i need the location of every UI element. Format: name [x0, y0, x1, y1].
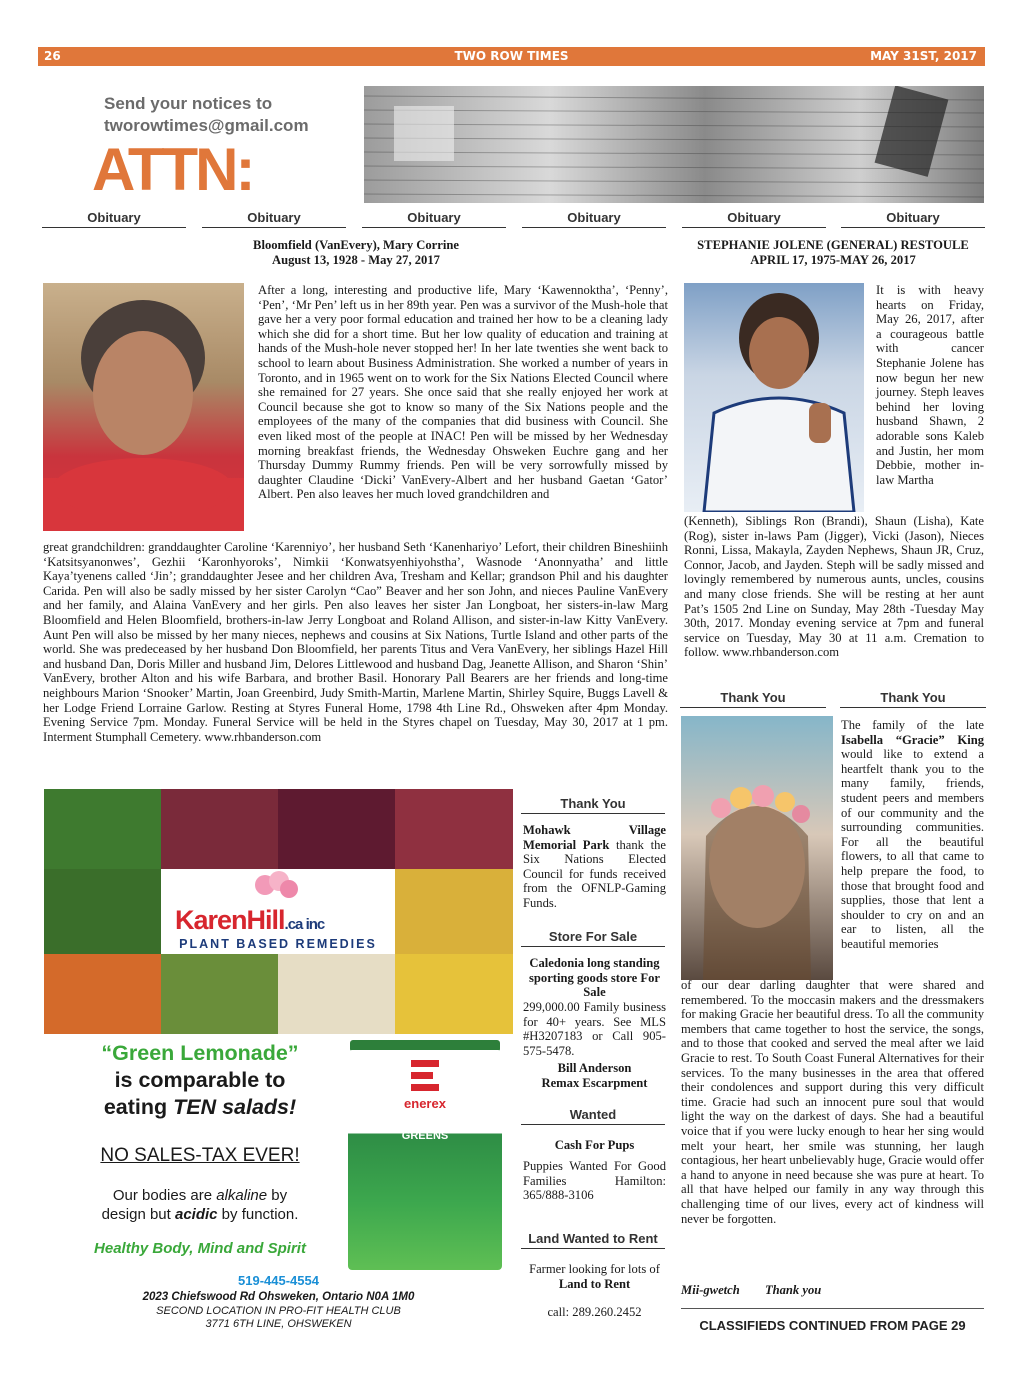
section-head-obituary-2: Obituary [202, 210, 346, 228]
obituary-1-heading [200, 238, 512, 268]
ad-headline-1: “Green Lemonade” [101, 1041, 299, 1065]
obituary-1-name: Bloomfield (VanEvery), Mary Corrine [253, 238, 459, 252]
obituary-2-heading [680, 238, 986, 268]
thank-you-head-3: Thank You [521, 796, 665, 814]
ad-slogan: Healthy Body, Mind and Spirit [94, 1240, 306, 1257]
store-title: Caledonia long standing sporting goods store For Sale [529, 956, 660, 1000]
ad-body-1b: alkaline [216, 1187, 268, 1204]
ad-body-2b: acidic [174, 1206, 218, 1223]
ad-location-1: SECOND LOCATION IN PRO-FIT HEALTH CLUB [156, 1305, 401, 1317]
obituary-2-photo [684, 283, 864, 512]
classifieds-continued-note: CLASSIFIEDS CONTINUED FROM PAGE 29 [699, 1318, 966, 1333]
store-for-sale-head: Store For Sale [521, 929, 665, 947]
section-heads-row [42, 210, 985, 230]
ad-body-1a: Our bodies are [112, 1187, 217, 1204]
section-head-obituary-6: Obituary [841, 210, 985, 228]
obituary-2-name: STEPHANIE JOLENE (GENERAL) RESTOULE [697, 238, 969, 252]
land-line-1: Farmer looking for lots of [529, 1262, 660, 1276]
thank-you-2-text-full: of our dear darling daughter that were shared and remembered. To the moccasin makers and the dressmakers for making Gracie her beautiful dress. To all the community members that came together to host the service, the songs, and to those that cooked and served the meal after we laid Gracie to rest. To South Coast Funeral Alternatives for their services. To the many businesses in the area that offered their condolences and support during this very difficult time. Gracie had such an innocent pure soul that would light the way on the darkest of days. She had a beautiful voice that if you were lucky enough to hear her sing would melt your heart, her smile was stunning, her laugh contagious, her heart unbelievably huge, Gracie would offer a hand to anyone in need because she was pure at heart. To all that have helped our family in any way through this challenging time of our lives, every act of kindness will never be forgotten. [681, 978, 984, 1226]
thank-you-1-text [523, 823, 666, 911]
ad-headline-3b: TEN salads! [173, 1095, 297, 1119]
store-agent [523, 1061, 666, 1091]
ad-body-1c: by [267, 1187, 288, 1204]
store-text: 299,000.00 Family business for 40+ years. See MLS #H3207183 or Call 905-575-5478. [523, 1000, 666, 1058]
wanted-title: Cash For Pups [554, 1138, 635, 1152]
ad-brand-suffix: .ca inc [284, 916, 325, 933]
land-wanted-head: Land Wanted to Rent [521, 1231, 665, 1249]
obituary-2-dates: APRIL 17, 1975-MAY 26, 2017 [750, 253, 916, 267]
ad-location-2: 3771 6TH LINE, OHSWEKEN [205, 1318, 352, 1330]
balloons-icon [251, 871, 301, 907]
issue-date: MAY 31ST, 2017 [870, 49, 977, 63]
store-agency: Remax Escarpment [541, 1076, 648, 1090]
notice-line-1: Send your notices to [104, 94, 273, 113]
enerex-logo-icon [405, 1056, 445, 1096]
store-agent-name: Bill Anderson [557, 1061, 632, 1075]
thank-you-1-body: thank the Six Nations Elected Council for funds received from the OFNLP-Gaming Funds. [523, 837, 666, 910]
ad-body-2a: design but [101, 1206, 175, 1223]
ad-headline-2: is comparable to [114, 1068, 286, 1092]
ad-phone[interactable]: 519-445-4554 [238, 1273, 319, 1288]
thank-you-2-signoff [681, 1283, 821, 1298]
thank-you-2-name: Isabella “Gracie” King [841, 732, 984, 747]
ad-tagline: PLANT BASED REMEDIES [179, 937, 377, 951]
wanted-text: Puppies Wanted For Good Families Hamilton: 365/888-3106 [523, 1159, 666, 1203]
ad-logo-panel [161, 869, 395, 954]
portrait-woman-icon [43, 283, 244, 531]
thank-you-2-text-top [841, 718, 984, 952]
thank-you-1-bold: Mohawk Village Memorial Park [523, 823, 666, 852]
section-head-obituary-5: Obituary [682, 210, 826, 228]
signoff-thank-you: Thank you [764, 1283, 822, 1297]
page-number: 26 [44, 49, 61, 63]
ad-product-image [345, 1040, 505, 1270]
section-head-obituary-3: Obituary [362, 210, 506, 228]
ad-brand [175, 905, 324, 936]
page-header-bar [38, 47, 985, 66]
obituary-2-text-full: (Kenneth), Siblings Ron (Brandi), Shaun (Lisha), Kate (Rog), sister in-laws Pam (Jigger), Vicki (Jason), Nieces Ronni, Lissa, Makayla, Zayden Nephews, Shaun JR, Cruz, Connor, Jacob, and Jayden. Steph will be sadly missed and lovingly remembered by numerous aunts, uncles, cousins and many close friends. She will be resting at her aunt Pat’s 1505 2nd Line on Sunday, May 28th -Tuesday May 30th, 2017. Monday evening service at 7pm and funeral service on Tuesday, May 30 at 11 a.m. Cremation to follow. www.rhbanderson.com [684, 514, 984, 660]
obituary-1-text-top: After a long, interesting and productive life, Mary ‘Kawennoktha’, ‘Penny’, ‘Pen’, ‘Mr Pen’ left us in her 89th year. Pen was a survivor of the Mush-hole that gave her a very poor formal education and trained her how to be a cleaning lady which she did for a short time. But her low quality of education and training at hands of the Mush-hole never stopped her! In her late twenties she went back to school to learn about Business Administration. She worked a number of years in Toronto, and in 1965 went on to work for the Six Nations Elected Council where she remained for 27 years. She once said that she really enjoyed her work at Council because she got to know so many of the Six Nations people and the employees of the many of the companies that did business with Council. She even liked most of the people at INAC! Pen will be missed by her Wednesday morning breakfast friends, the Wednesday Ohsweken Euchre gang and her Thursday Dummy Rummy friends. Pen will be very sorrowfully missed by daughter Claudine ‘Dicki’ VanEvery-Albert and her husband Gaetan ‘Gator’ Albert. Pen also leaves her much loved grandchildren and [258, 283, 668, 502]
paper-name: TWO ROW TIMES [454, 49, 569, 63]
section-head-obituary-4: Obituary [522, 210, 666, 228]
ad-headline-3 [60, 1094, 340, 1121]
thank-you-head-1: Thank You [680, 690, 826, 708]
obituary-1-dates: August 13, 1928 - May 27, 2017 [272, 253, 440, 267]
land-phone: call: 289.260.2452 [547, 1305, 642, 1320]
ad-body-2c: by function. [217, 1206, 299, 1223]
ad-address: 2023 Chiefswood Rd Ohsweken, Ontario N0A 1M0 [142, 1291, 415, 1303]
thank-you-photo [681, 716, 833, 980]
land-line-2: Land to Rent [558, 1276, 631, 1291]
obituary-1-text-full: great grandchildren: granddaughter Caroline ‘Karenniyo’, her husband Seth ‘Kanenhariyo’ Lefort, their children Bineshiinh ‘Katsitsyanonwes’, Gezhii ‘Karonhyoroks’, Nimkii ‘Konwatsyenhiyohstha’, Wasnode ‘Anonnyatha’ and little Kaya’tyenens called ‘Jin’; granddaughter Jesee and her children Ava, Tresham and Kellar; grandson Phil and his daughter Carida. Pen will also be sadly missed by her sister Carolyn “Cao” Beaver and her son John, and nieces Pauline VanEvery and her family, and Alaina VanEvery and her girls. Pen also leaves her sister Jan Longboat, her sisters-in-law Marg Bloomfield and Helen Bloomfield, brothers-in-law Jerry Longboat and Roland Allison, and sister-in-law Kitty VanEvery. Aunt Pen will also be missed by her many nieces, nephews and cousins at Six Nations, Turtle Island and other parts of the world. She was predeceased by her husband Don Bloomfield, her parents Titus and Vera VanEvery, her siblings Hazel Hill and husband Dan, Doris Miller and husband Jim, Delores Littlewood and husband Dag, Jeanette Allison, and Sharon ‘Shin’ VanEvery, brother Alton and his wife Barbara, and brother Basil. Honorary Pall Bearers are her friends and long-time neighbours Marion ‘Snooker’ Martin, Joan Greenbird, Judy Smith-Martin, Marlene Martin, Shirley Squire, Buggs Lavell & her Lodge Friend Lorraine Garlow. Resting at Styres Funeral Home, 1798 4th Line Rd., Ohsweken after 4pm Monday. Evening Service 7pm. Monday. Funeral Service will be held in the Styres chapel on Tuesday, May 30, 2017 at 1 pm. Interment Stumphall Cemetery. www.rhbanderson.com [43, 540, 668, 744]
divider [681, 1308, 984, 1309]
obituary-2-text-top: It is with heavy hearts on Friday, May 26, 2017, after a courageous battle with cancer Stephanie Jolene has now begun her new journey. Steph leaves behind her loving husband Shawn, 2 adorable sons Kaleb and Justin, her mom Debbie, mother in-law Martha [876, 283, 984, 487]
obituary-1-photo [43, 283, 244, 531]
land-text [523, 1262, 666, 1320]
notice-email[interactable]: tworowtimes@gmail.com [104, 116, 309, 135]
attn-heading: ATTN: [92, 136, 253, 203]
newspaper-texture-icon [364, 86, 984, 203]
notice-block [104, 93, 309, 137]
portrait-girl-flower-crown-icon [681, 716, 833, 980]
thank-you-2-text: would like to extend a heartfelt thank you to the many family, friends, student peers and members of our community and the surrounding communities. For all the beautiful flowers, to all that came to help prepare the food, to those that brought food and supplies, those that lent a shoulder to cry on and an ear to listen, all the beautiful memories [841, 747, 984, 951]
ad-produce-photo [44, 789, 513, 1034]
thank-you-head-2: Thank You [840, 690, 986, 708]
product-brand: enerex [404, 1096, 446, 1111]
portrait-jersey-icon [684, 283, 864, 512]
ad-brand-name: KarenHill [175, 905, 285, 935]
ad-headline [60, 1040, 340, 1121]
signoff-miigwetch: Mii-gwetch [681, 1283, 740, 1297]
wanted-head: Wanted [521, 1107, 665, 1125]
newspaper-photo [364, 86, 984, 203]
thank-you-2-intro: The family of the late [841, 718, 984, 732]
product-name: GREENS [401, 1130, 449, 1142]
ad-body [60, 1186, 340, 1224]
ad-headline-3a: eating [103, 1095, 174, 1119]
ad-sales-tax: NO SALES-TAX EVER! [100, 1145, 300, 1166]
section-head-obituary-1: Obituary [42, 210, 186, 228]
